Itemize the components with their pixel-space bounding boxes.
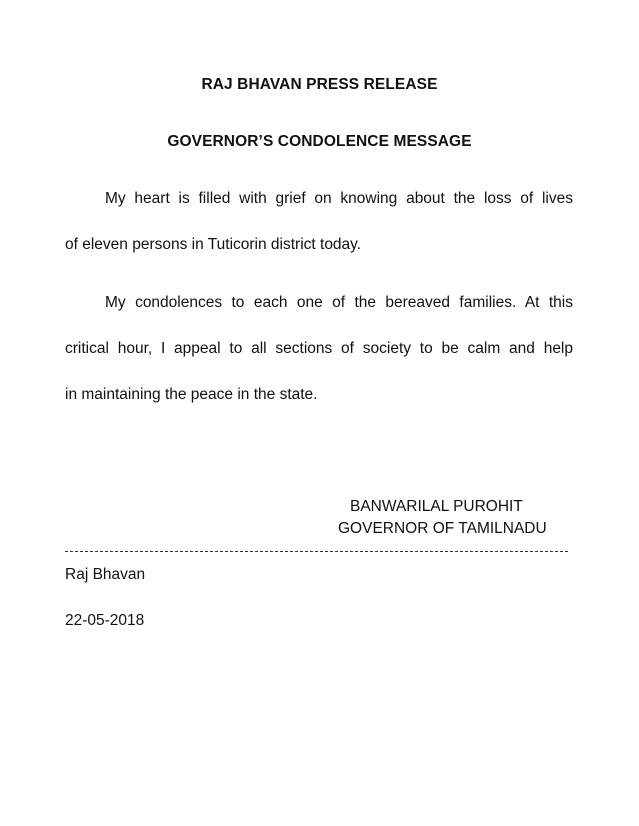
paragraph-2-line-1: My condolences to each one of the bereaved families. At this bbox=[105, 294, 573, 311]
footer-place: Raj Bhavan bbox=[65, 566, 146, 583]
paragraph-1-line-2: of eleven persons in Tuticorin district today. bbox=[65, 236, 362, 253]
document-subtitle: GOVERNOR’S CONDOLENCE MESSAGE bbox=[167, 133, 472, 150]
footer-date: 22-05-2018 bbox=[65, 612, 145, 629]
paragraph-2-line-2: critical hour, I appeal to all sections of society to be calm and help bbox=[65, 340, 573, 357]
dashed-divider bbox=[65, 551, 568, 552]
signatory-name: BANWARILAL PUROHIT bbox=[350, 498, 523, 515]
paragraph-1-line-1: My heart is filled with grief on knowing about the loss of lives bbox=[105, 190, 573, 207]
document-title: RAJ BHAVAN PRESS RELEASE bbox=[201, 76, 438, 93]
paragraph-2-line-3: in maintaining the peace in the state. bbox=[65, 386, 318, 403]
signatory-title: GOVERNOR OF TAMILNADU bbox=[338, 520, 547, 537]
